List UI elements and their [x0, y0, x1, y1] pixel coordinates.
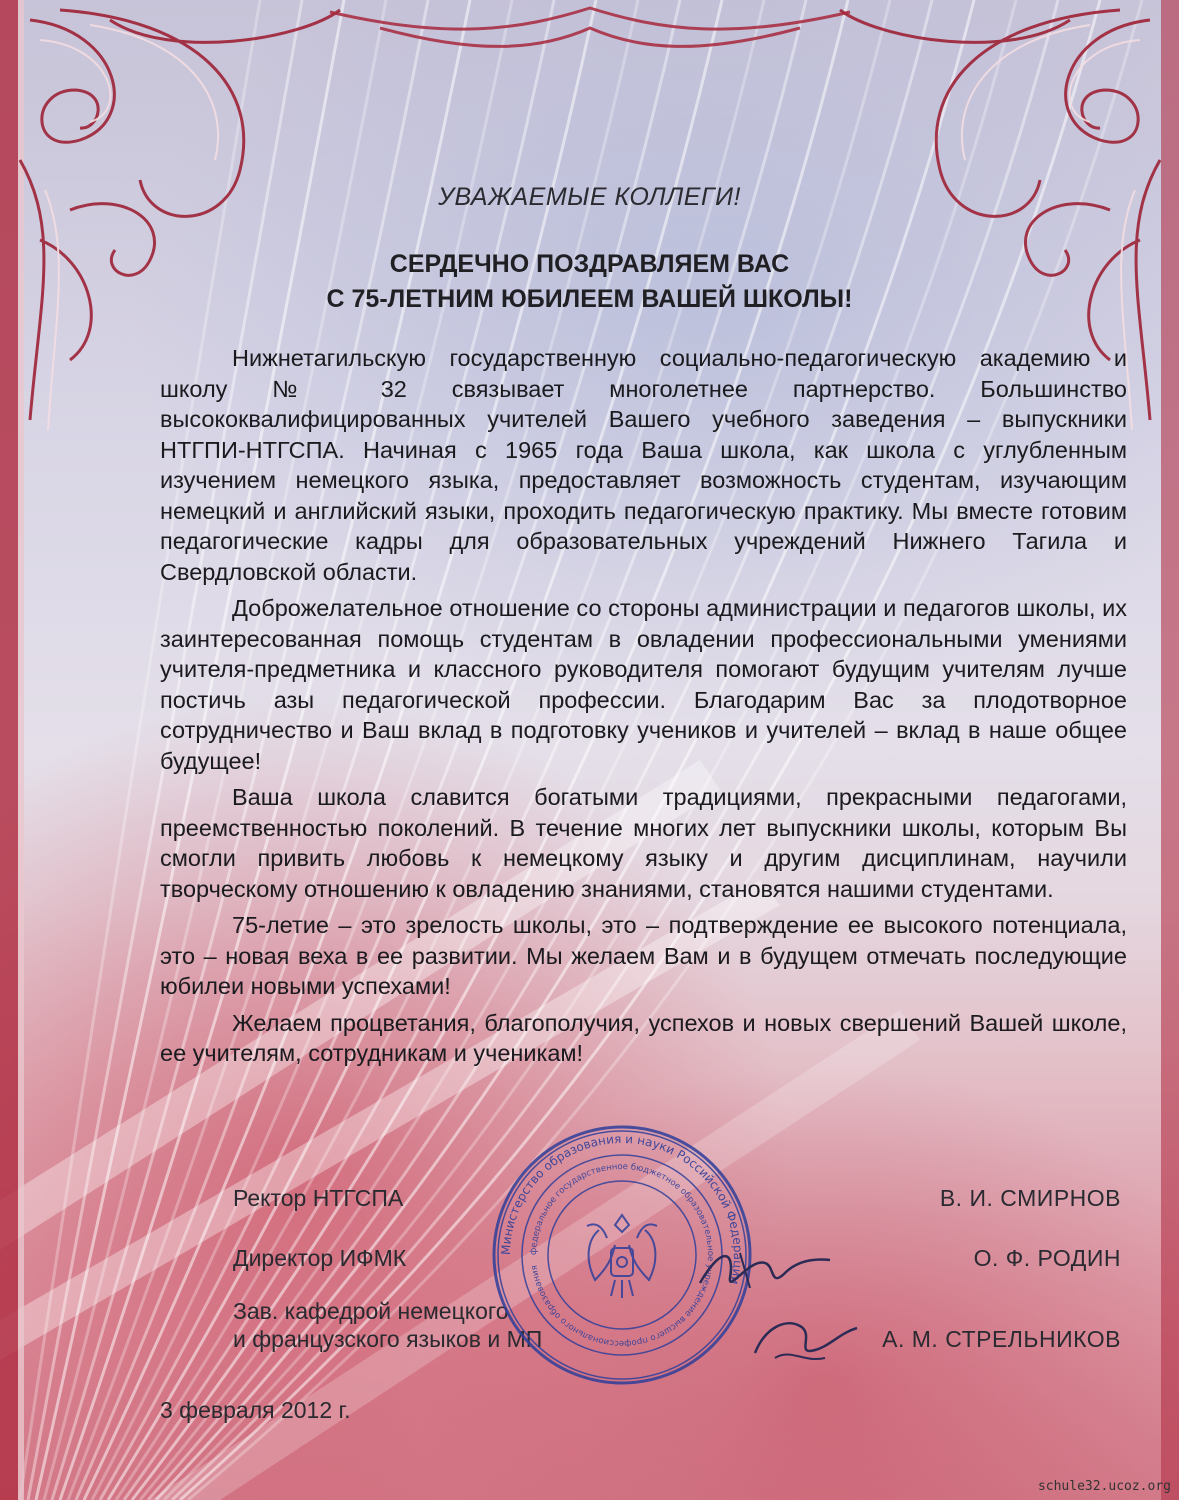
stamp-inner-text: федеральное государственное бюджетное образовательное учреждение высшего профессионального образования: [528, 1161, 716, 1349]
signature-role: Ректор НТГСПА: [233, 1185, 404, 1211]
letter-date: 3 февраля 2012 г.: [160, 1397, 351, 1423]
signature-role-line-1: Зав. кафедрой немецкого: [233, 1298, 509, 1324]
letter-body: [160, 343, 1127, 1075]
signature-role: Директор ИФМК: [233, 1245, 407, 1271]
headline: [0, 247, 1179, 317]
paragraph-4: 75-летие – это зрелость школы, это – подтверждение ее высокого потенциала, это – новая веха в ее развитии. Мы желаем Вам и в будущем отмечать последующие юбилеи новыми успехами!: [160, 912, 1127, 999]
paragraph-3: Ваша школа славится богатыми традициями, прекрасными педагогами, преемственностью поколений. В течение многих лет выпускники школы, которым Вы смогли привить любовь к немецкому языку и другим дисциплинам, научили творческому отношению к овладению знаниями, становятся нашими студентами.: [160, 784, 1127, 902]
signature-director-scribble: [690, 1238, 840, 1298]
eagle-emblem-icon: [587, 1215, 657, 1298]
paragraph-1: Нижнетагильскую государственную социально-педагогическую академию и школу № 32 связывает многолетнее партнерство. Большинство высококвалифицированных учителей Вашего учебного заведения – выпускники НТГПИ-НТГСПА. Начиная с 1965 года Ваша школа, как школа с углубленным изучением немецкого языка, предоставляет возможность студентам, изучающим немецкий и английский языки, проходить педагогическую практику. Мы вместе готовим педагогические кадры для образовательных учреждений Нижнего Тагила и Свердловской области.: [160, 345, 1127, 585]
signature-name: В. И. СМИРНОВ: [939, 1185, 1121, 1211]
salutation: УВАЖАЕМЫЕ КОЛЛЕГИ!: [438, 183, 741, 211]
signature-name: А. М. СТРЕЛЬНИКОВ: [882, 1326, 1121, 1352]
signature-chair-scribble: [745, 1308, 865, 1368]
signature-name: О. Ф. РОДИН: [973, 1245, 1121, 1271]
paragraph-2: Доброжелательное отношение со стороны администрации и педагогов школы, их заинтересованная помощь студентам в овладении профессиональными умениями учителя-предметника и классного руководителя помогают будущим учителям лучше постичь азы педагогической профессии. Благодарим Вас за плодотворное сотрудничество и Ваш вклад в подготовку учеников и учителей – вклад в наше общее будущее!: [160, 595, 1127, 774]
signature-role-line-2: и французского языков и МП: [233, 1326, 543, 1352]
watermark: schule32.ucoz.org: [1037, 1479, 1171, 1494]
paragraph-5: Желаем процветания, благополучия, успехов и новых свершений Вашей школе, ее учителям, сотрудникам и ученикам!: [160, 1009, 1127, 1066]
stamp-outer-text: Министерство образования и науки Российской Федерации: [498, 1131, 746, 1286]
headline-line-2: С 75-ЛЕТНИМ ЮБИЛЕЕМ ВАШЕЙ ШКОЛЫ!: [326, 285, 853, 313]
svg-text:федеральное государственное бю: [529, 1162, 715, 1348]
headline-line-1: СЕРДЕЧНО ПОЗДРАВЛЯЕМ ВАС: [389, 250, 790, 278]
